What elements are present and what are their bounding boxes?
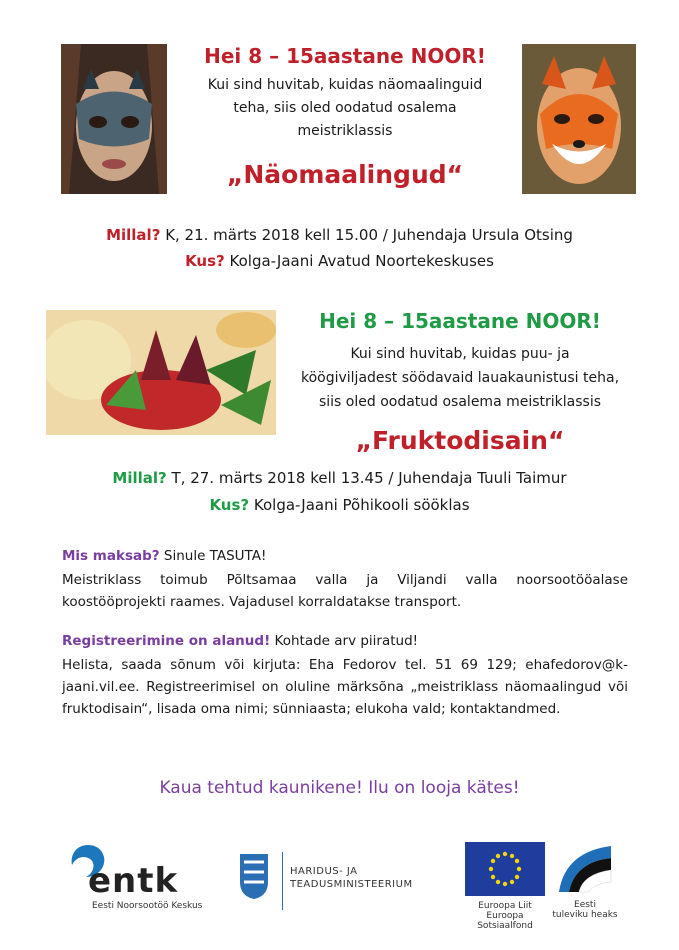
registration-label: Registreerimine on alanud! bbox=[62, 633, 271, 649]
event2-where-text: Kolga-Jaani Põhikooli sööklas bbox=[253, 496, 470, 514]
event2-line-1: Kui sind huvitab, kuidas puu- ja bbox=[350, 346, 570, 362]
eu-logo bbox=[465, 842, 545, 931]
event1-where-label: Kus? bbox=[185, 252, 225, 270]
event1-title: „Näomaalingud“ bbox=[226, 160, 464, 189]
event2-when-text: T, 27. märts 2018 kell 13.45 bbox=[171, 469, 384, 487]
event1-when-label: Millal? bbox=[106, 226, 161, 244]
vegetable-carving-photo bbox=[46, 310, 276, 435]
cost-label: Mis maksab? bbox=[62, 548, 160, 564]
entk-logo-subtitle: Eesti Noorsootöö Keskus bbox=[92, 901, 203, 911]
ministry-crest-icon bbox=[238, 852, 270, 900]
ministry-name-line-1: HARIDUS- JA bbox=[290, 866, 358, 877]
event2-when-row bbox=[0, 469, 679, 487]
cost-heading bbox=[62, 545, 628, 567]
event1-separator: / bbox=[378, 226, 393, 244]
registration-value: Kohtade arv piiratud! bbox=[270, 633, 419, 649]
event1-where-text: Kolga-Jaani Avatud Noortekeskuses bbox=[229, 252, 494, 270]
event2-where-label: Kus? bbox=[209, 496, 250, 514]
entk-logo bbox=[68, 843, 208, 913]
estonia-flag-swoosh-icon bbox=[555, 842, 615, 898]
ministry-logo bbox=[238, 852, 418, 912]
eu-flag-icon bbox=[465, 842, 545, 896]
event1-line-3: meistriklassis bbox=[297, 123, 393, 139]
event1-line-2: teha, siis oled oodatud osalema bbox=[233, 100, 457, 116]
event1-where-row bbox=[0, 252, 679, 270]
entk-logo-name: entk bbox=[88, 861, 179, 901]
registration-heading bbox=[62, 630, 628, 652]
event2-line-3: siis oled oodatud osalema meistriklassis bbox=[318, 394, 602, 410]
future-logo-line-2: tuleviku heaks bbox=[552, 910, 618, 920]
event1-when-text: K, 21. märts 2018 kell 15.00 bbox=[165, 226, 378, 244]
event2-headline: Hei 8 – 15aastane NOOR! bbox=[319, 309, 601, 333]
event2-when-label: Millal? bbox=[112, 469, 167, 487]
registration-text: Helista, saada sõnum või kirjuta: Eha Fedorov tel. 51 69 129; ehafedorov@k-jaani.vil.ee. Registreerimisel on oluline märksõna „meistriklass näomaalingud või fruktodisain“, lisada oma nimi; sünniaasta; elukoha vald; kontaktandmed. bbox=[62, 657, 628, 717]
estonia-future-logo bbox=[552, 842, 618, 922]
ministry-divider bbox=[282, 852, 283, 910]
event2-separator: / bbox=[383, 469, 399, 487]
event1-when-row bbox=[0, 226, 679, 244]
event2-line-2: köögiviljadest söödavaid lauakaunistusi teha, bbox=[300, 370, 620, 386]
event2-guide: Juhendaja Tuuli Taimur bbox=[398, 469, 567, 487]
cost-text: Meistriklass toimub Põltsamaa valla ja Viljandi valla noorsootööalase koostööprojekti raames. Vajadusel korraldatakse transport. bbox=[62, 572, 628, 610]
slogan: Kaua tehtud kaunikene! Ilu on looja kätes! bbox=[159, 778, 520, 798]
batman-facepaint-photo bbox=[61, 44, 167, 194]
event1-line-1: Kui sind huvitab, kuidas näomaalinguid bbox=[207, 77, 483, 93]
cost-value: Sinule TASUTA! bbox=[159, 548, 267, 564]
eu-logo-line-1: Euroopa Liit bbox=[478, 901, 532, 911]
ministry-name-line-2: TEADUSMINISTEERIUM bbox=[290, 879, 413, 890]
fox-facepaint-photo bbox=[522, 44, 636, 194]
event1-headline: Hei 8 – 15aastane NOOR! bbox=[204, 44, 486, 68]
event2-title: „Fruktodisain“ bbox=[355, 426, 565, 455]
future-logo-line-1: Eesti bbox=[574, 900, 596, 910]
event1-guide: Juhendaja Ursula Otsing bbox=[392, 226, 573, 244]
event2-where-row bbox=[0, 496, 679, 514]
eu-logo-line-2: Euroopa Sotsiaalfond bbox=[477, 911, 533, 931]
